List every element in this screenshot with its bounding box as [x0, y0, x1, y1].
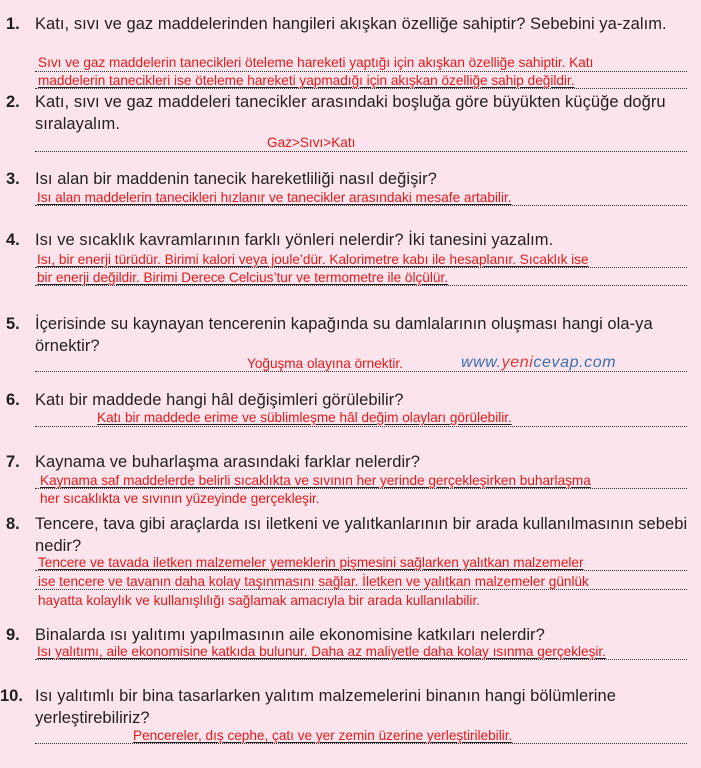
- question-text: Kaynama ve buharlaşma arasındaki farklar nelerdir?: [35, 453, 420, 471]
- question-text: Isı yalıtımlı bir bina tasarlarken yalıtım malzemelerini binanın hangi bölümlerine yerleştirebiliriz?: [35, 687, 616, 727]
- answer-text: Kaynama saf maddelerde belirli sıcaklıkta ve sıvının her yerinde gerçekleşirken buharlaşma: [40, 473, 591, 488]
- question-text: Binalarda ısı yalıtımı yapılmasının aile ekonomisine katkıları nelerdir?: [35, 626, 545, 644]
- question-text: Katı bir maddede hangi hâl değişimleri görülebilir?: [35, 391, 404, 409]
- question-number: 10.: [0, 687, 23, 705]
- question-text: İçerisinde su kaynayan tencerenin kapağında su damlalarının oluşması hangi ola-ya örnektir?: [35, 315, 653, 355]
- answer-text: Pencereler, dış cephe, çatı ve yer zemin üzerine yerleştirilebilir.: [133, 728, 513, 743]
- question-number: 6.: [6, 391, 20, 409]
- question-number: 8.: [6, 515, 20, 533]
- question-number: 4.: [6, 231, 20, 249]
- question-text: Tencere, tava gibi araçlarda ısı iletkeni ve yalıtkanlarının bir arada kullanılmasının sebebi nedir?: [35, 515, 688, 555]
- question-number: 2.: [6, 93, 20, 111]
- question-number: 9.: [6, 626, 20, 644]
- question-text: Katı, sıvı ve gaz maddeleri tanecikler arasındaki boşluğa göre büyükten küçüğe doğru sıralayalım.: [35, 93, 666, 133]
- question-number: 5.: [6, 315, 20, 333]
- answer-text: hayatta kolaylık ve kullanışlılığı sağlamak amacıyla bir arada kullanılabilir.: [38, 593, 481, 608]
- answer-text: Sıvı ve gaz maddelerin tanecikleri öteleme hareketi yaptığı için akışkan özelliğe sahiptir. Katı: [38, 55, 594, 70]
- answer-text: ise tencere ve tavanın daha kolay taşınmasını sağlar. İletken ve yalıtkan malzemeler günlük: [38, 574, 589, 589]
- answer-text: Isı yalıtımı, aile ekonomisine katkıda bulunur. Daha az maliyetle daha kolay ısınma gerçekleşir.: [37, 644, 606, 659]
- answer-text: Isı, bir enerji türüdür. Birimi kalori veya joule’dür. Kalorimetre kabı ile hesaplanır. Sıcaklık ise: [37, 252, 589, 267]
- question-text: Isı ve sıcaklık kavramlarının farklı yönleri nelerdir? İki tanesini yazalım.: [35, 231, 554, 249]
- question-text: Isı alan bir maddenin tanecik hareketliliği nasıl değişir?: [35, 170, 437, 188]
- question-number: 3.: [6, 170, 20, 188]
- answer-text: Katı bir maddede erime ve süblimleşme hâl değim olayları görülebilir.: [97, 410, 512, 425]
- question-number: 1.: [6, 15, 20, 33]
- question-text: Katı, sıvı ve gaz maddelerinden hangileri akışkan özelliğe sahiptir? Sebebini ya-zalım.: [35, 15, 667, 33]
- answer-text: Gaz>Sıvı>Katı: [267, 135, 356, 150]
- answer-text: maddelerin tanecikleri ise öteleme hareketi yapmadığı için akışkan özelliğe sahip değildir.: [38, 73, 575, 88]
- answer-text: Yoğuşma olayına örnektir.: [247, 356, 403, 371]
- answer-line: [35, 151, 687, 152]
- answer-text: Isı alan maddelerin tanecikleri hızlanır ve tanecikler arasındaki mesafe artabilir.: [37, 190, 512, 205]
- site-watermark: www.yenicevap.com: [461, 354, 617, 371]
- answer-text: bir enerji değildir. Birimi Derece Celcius’tur ve termometre ile ölçülür.: [37, 270, 448, 285]
- answer-text: Tencere ve tavada iletken malzemeler yemeklerin pişmesini sağlarken yalıtkan malzemeler: [38, 555, 584, 570]
- answer-line: [35, 426, 687, 427]
- answer-text: her sıcaklıkta ve sıvının yüzeyinde gerçekleşir.: [40, 491, 320, 506]
- question-number: 7.: [6, 453, 20, 471]
